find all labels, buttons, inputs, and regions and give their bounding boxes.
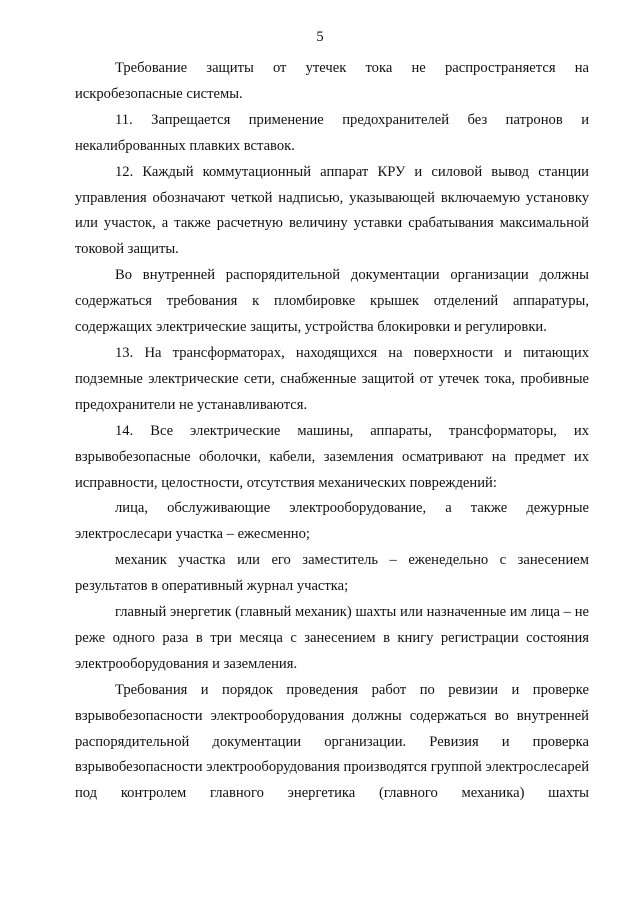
paragraph: 11. Запрещается применение предохранителей без патронов и некалиброванных плавких вставок. — [75, 111, 589, 154]
paragraph: Требования и порядок проведения работ по ревизии и проверке взрывобезопасности электрооборудования должны содержаться во внутренней распорядительной документации организации. Ревизия и проверка взрывобезопасности электрооборудования производятся группой электрослесарей под контролем главного энергетика (главного механика) шахты — [75, 681, 589, 802]
paragraph: Во внутренней распорядительной документации организации должны содержаться требования к пломбировке крышек отделений аппаратуры, содержащих электрические защиты, устройства блокировки и регулировки. — [75, 267, 589, 336]
document-body — [75, 56, 589, 807]
page-number: 5 — [316, 29, 324, 45]
paragraph: 13. На трансформаторах, находящихся на поверхности и питающих подземные электрические сети, снабженные защитой от утечек тока, пробивные предохранители не устанавливаются. — [75, 344, 589, 413]
paragraph: механик участка или его заместитель – еженедельно с занесением результатов в оперативный журнал участка; — [75, 552, 589, 595]
paragraph: главный энергетик (главный механик) шахты или назначенные им лица – не реже одного раза в три месяца с занесением в книгу регистрации состояния электрооборудования и заземления. — [75, 604, 589, 672]
paragraph: Требование защиты от утечек тока не распространяется на искробезопасные системы. — [75, 60, 589, 102]
paragraph: лица, обслуживающие электрооборудование, а также дежурные электрослесари участка – ежесменно; — [75, 500, 589, 543]
paragraph: 12. Каждый коммутационный аппарат КРУ и силовой вывод станции управления обозначают четкой надписью, указывающей включаемую установку или участок, а также расчетную величину уставки срабатывания максимальной токовой защиты. — [75, 163, 589, 258]
paragraph: 14. Все электрические машины, аппараты, трансформаторы, их взрывобезопасные оболочки, кабели, заземления осматривают на предмет их исправности, целостности, отсутствия механических повреждений: — [75, 422, 589, 491]
